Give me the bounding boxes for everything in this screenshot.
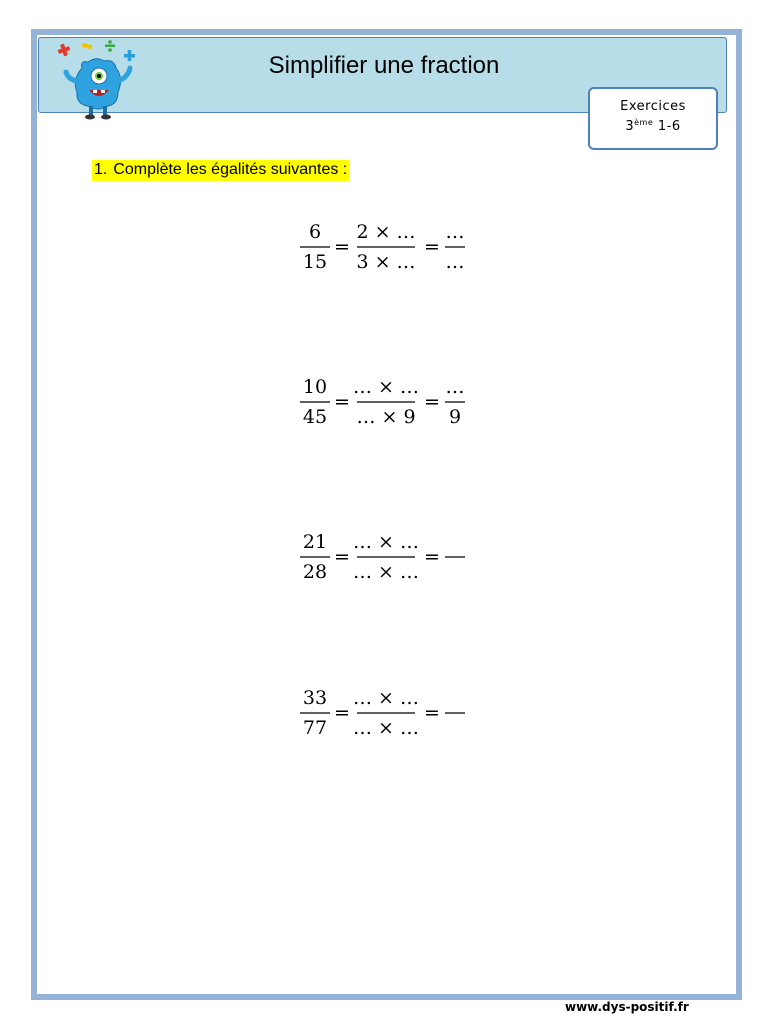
level-label: 3ème 1-6: [625, 118, 681, 134]
fraction-denominator: 28: [302, 561, 328, 583]
fraction-numerator: …: [445, 376, 465, 398]
fraction-denominator: … × …: [353, 561, 419, 583]
fraction-numerator: …: [445, 221, 465, 243]
equation-1: [0, 215, 768, 285]
equals-sign: =: [424, 546, 440, 568]
equals-sign: =: [334, 236, 350, 258]
equation-4: [0, 681, 768, 751]
math-monster-mascot-icon: [52, 38, 142, 122]
equation-2: [0, 370, 768, 440]
equals-sign: =: [424, 236, 440, 258]
fraction-denominator: 3 × …: [356, 251, 416, 273]
question-instruction: [92, 160, 349, 181]
fraction-numerator: 2 × …: [356, 221, 416, 243]
page-title: Simplifier une fraction: [268, 52, 500, 79]
equals-sign: =: [334, 391, 350, 413]
question-text: Complète les égalités suivantes :: [113, 161, 348, 178]
fraction-numerator: … × …: [353, 376, 419, 398]
fraction-denominator: …: [445, 251, 465, 273]
plus-red-icon: [58, 44, 71, 57]
website-footer: www.dys-positif.fr: [565, 1000, 689, 1014]
fraction-numerator: 6: [308, 221, 322, 243]
fraction-denominator: 45: [302, 406, 328, 428]
fraction-numerator: … × …: [353, 531, 419, 553]
fraction-numerator: 10: [302, 376, 328, 398]
fraction-numerator: … × …: [353, 687, 419, 709]
fraction-denominator: … × …: [353, 717, 419, 739]
fraction-denominator: 9: [448, 406, 462, 428]
fraction-numerator: 21: [302, 531, 328, 553]
exercise-label-box: [588, 87, 718, 150]
equals-sign: =: [424, 702, 440, 724]
equals-sign: =: [334, 702, 350, 724]
fraction-denominator: … × 9: [356, 406, 416, 428]
fraction-denominator: 77: [302, 717, 328, 739]
fraction-denominator: 15: [302, 251, 328, 273]
exercise-label: Exercices: [620, 99, 686, 114]
equation-3: [0, 525, 768, 595]
equals-sign: =: [334, 546, 350, 568]
equals-sign: =: [424, 391, 440, 413]
question-number: 1.: [94, 161, 108, 178]
fraction-numerator: 33: [302, 687, 328, 709]
